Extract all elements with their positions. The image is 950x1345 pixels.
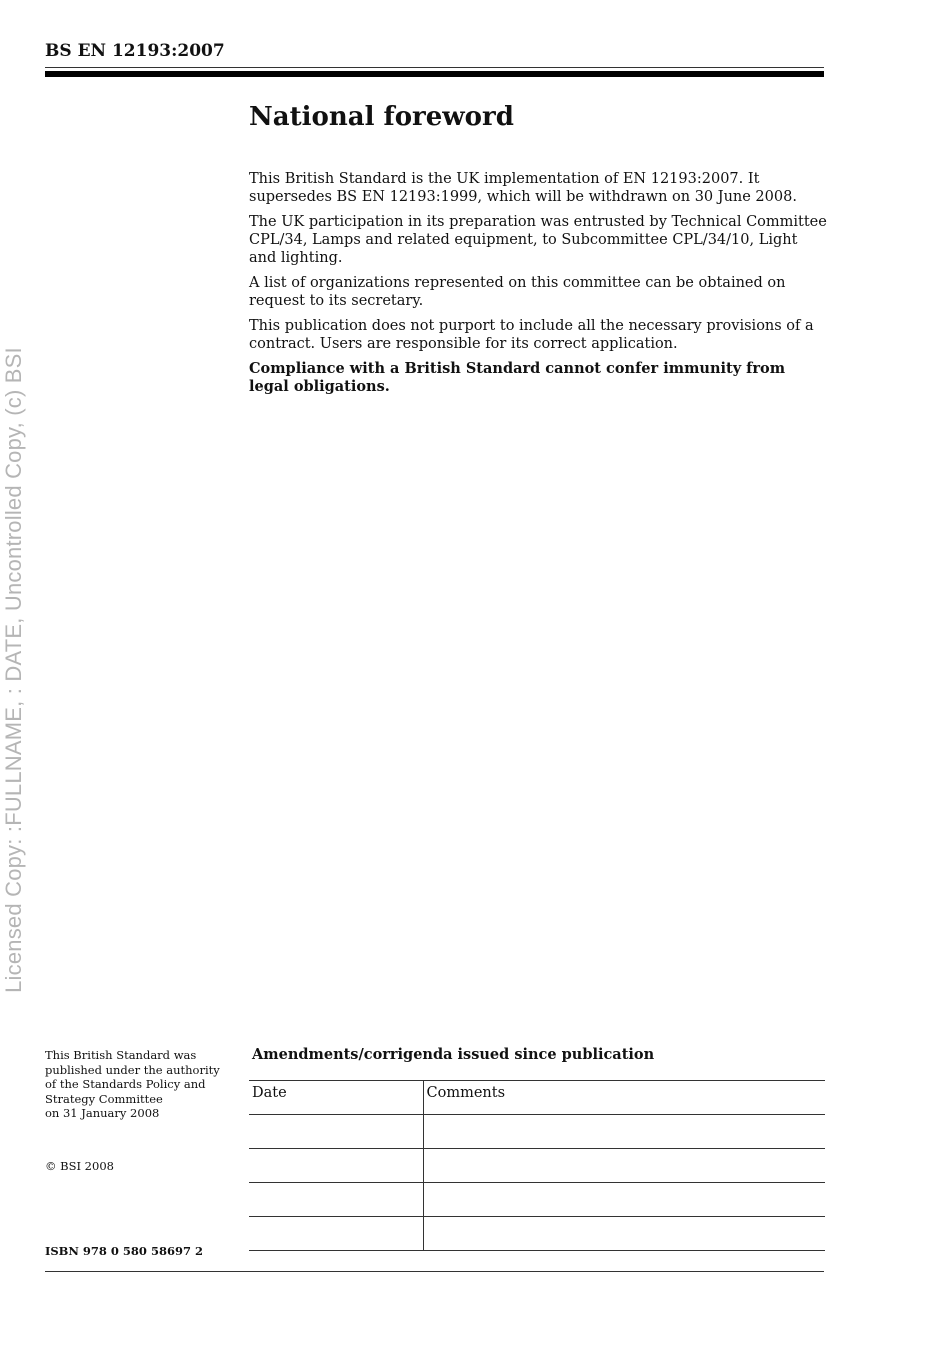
authority-line: This British Standard was — [45, 1048, 197, 1062]
compliance-statement: Compliance with a British Standard cannot confer immunity from legal obligations. — [249, 360, 786, 395]
watermark-text: Licensed Copy: :FULLNAME, : DATE, Uncontrolled Copy, (c) BSI — [1, 347, 26, 993]
authority-statement — [45, 1048, 230, 1121]
authority-line: published under the authority — [45, 1062, 220, 1077]
publication-info — [45, 1048, 230, 1173]
table-cell-comments — [423, 1115, 825, 1149]
isbn: ISBN 978 0 580 58697 2 — [45, 1244, 203, 1258]
foreword-paragraph-implementation: This British Standard is the UK implementation of EN 12193:2007. It supersedes BS EN 12193:1999, which will be withdrawn on 30 June 2008. — [249, 171, 797, 205]
table-cell-comments — [423, 1183, 825, 1217]
page-title: National foreword — [249, 102, 514, 132]
table-cell-date — [249, 1149, 423, 1183]
foreword-section — [249, 98, 827, 403]
foreword-paragraph-provisions: This publication does not purport to include all the necessary provisions of a contract. Users are responsible for its correct application. — [249, 318, 814, 352]
table-row — [249, 1217, 825, 1251]
table-row — [249, 1149, 825, 1183]
header-rule-thin — [45, 67, 824, 68]
authority-line: on 31 January 2008 — [45, 1106, 160, 1120]
table-row — [249, 1115, 825, 1149]
document-id: BS EN 12193:2007 — [45, 41, 225, 61]
authority-line: of the Standards Policy and — [45, 1077, 206, 1091]
copyright-notice: © BSI 2008 — [45, 1158, 114, 1173]
amendments-table — [249, 1080, 825, 1251]
footer-rule — [45, 1271, 824, 1272]
amendments-title: Amendments/corrigenda issued since publication — [252, 1046, 655, 1063]
table-header-row — [249, 1081, 825, 1115]
table-cell-date — [249, 1115, 423, 1149]
header-rule-thick — [45, 71, 824, 77]
table-cell-comments — [423, 1149, 825, 1183]
foreword-paragraph-participation: The UK participation in its preparation was entrusted by Technical Committee CPL/34, Lamps and related equipment, to Subcommittee CPL/34/10, Light and lighting. — [249, 214, 827, 266]
authority-line: Strategy Committee — [45, 1091, 163, 1106]
watermark — [2, 300, 26, 1040]
table-cell-date — [249, 1183, 423, 1217]
column-header-comments: Comments — [423, 1081, 825, 1115]
table-cell-date — [249, 1217, 423, 1251]
foreword-paragraph-committee-list: A list of organizations represented on this committee can be obtained on request to its secretary. — [249, 275, 786, 309]
table-cell-comments — [423, 1217, 825, 1251]
table-row — [249, 1183, 825, 1217]
column-header-date: Date — [249, 1081, 423, 1115]
